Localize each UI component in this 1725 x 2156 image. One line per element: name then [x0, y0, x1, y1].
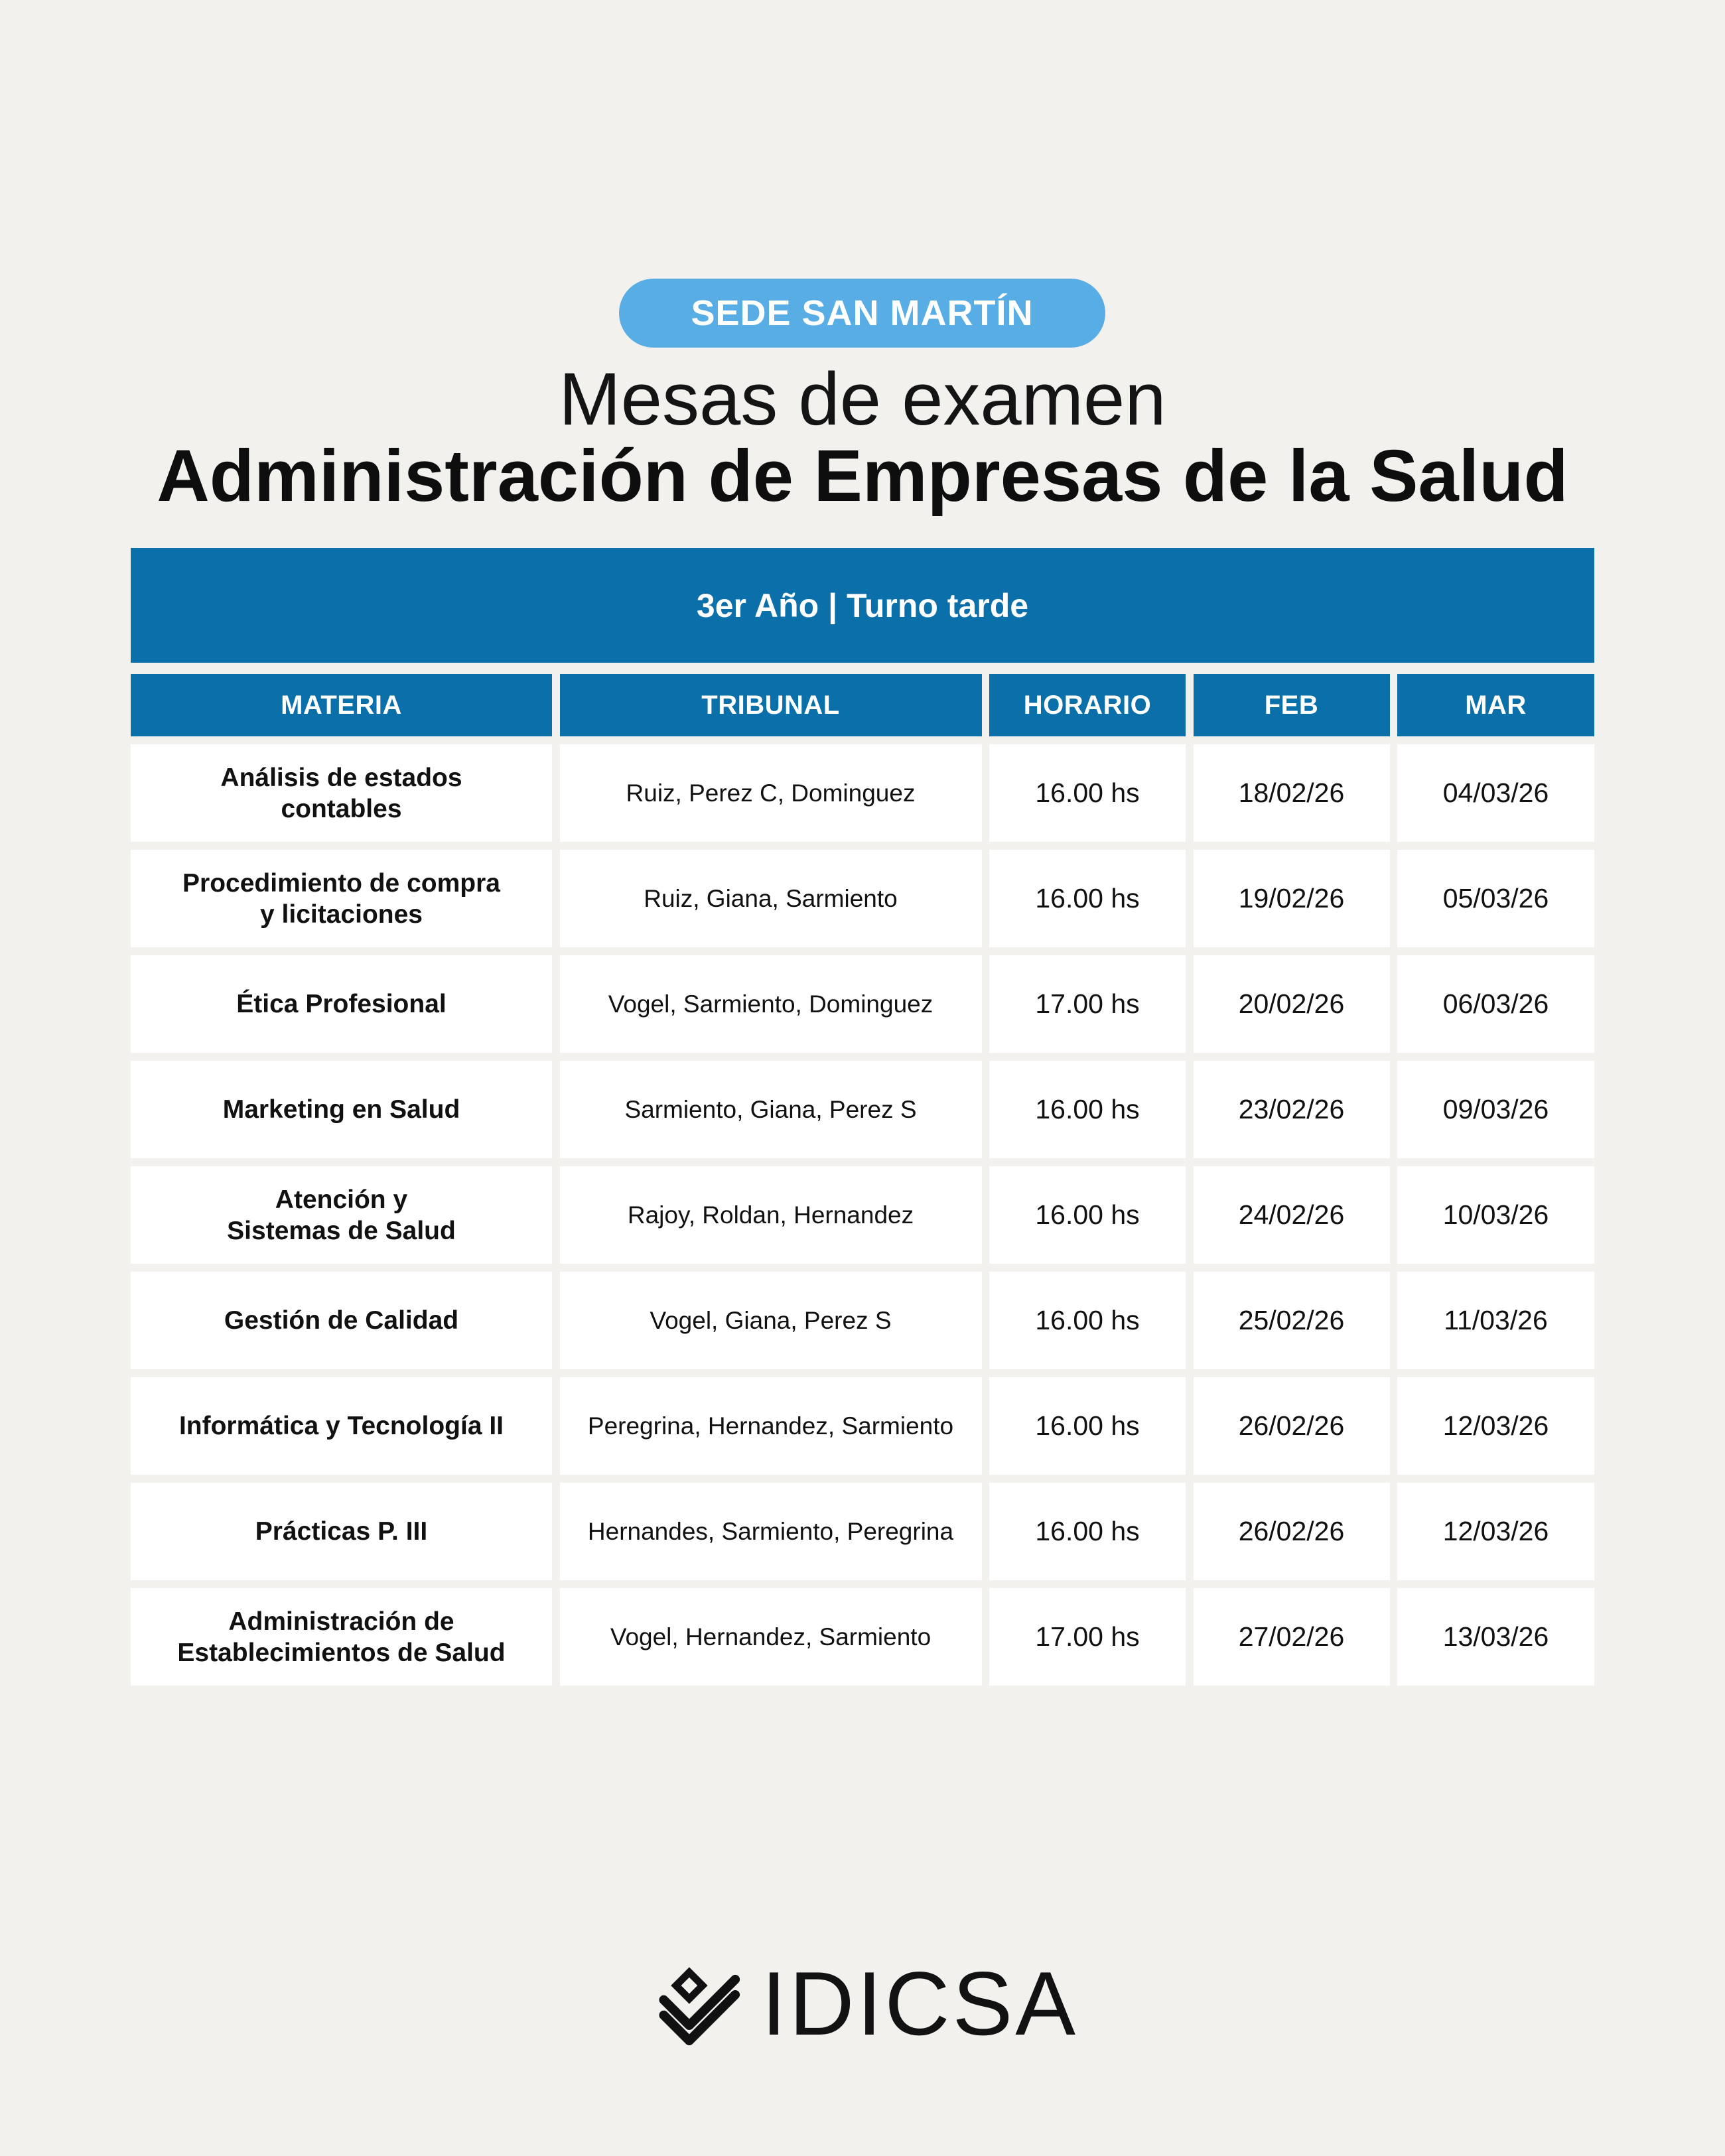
table-section-header: 3er Año | Turno tarde — [131, 548, 1594, 663]
cell-horario: 16.00 hs — [989, 1483, 1186, 1580]
cell-materia: Gestión de Calidad — [131, 1272, 552, 1369]
logo-text: IDICSA — [761, 1953, 1078, 2054]
cell-feb: 26/02/26 — [1194, 1377, 1390, 1475]
cell-mar: 06/03/26 — [1397, 955, 1594, 1053]
cell-tribunal: Peregrina, Hernandez, Sarmiento — [560, 1377, 982, 1475]
cell-mar: 12/03/26 — [1397, 1483, 1594, 1580]
exam-table — [131, 674, 1594, 1686]
column-header-mar: MAR — [1397, 674, 1594, 736]
cell-tribunal: Vogel, Hernandez, Sarmiento — [560, 1588, 982, 1686]
cell-feb: 24/02/26 — [1194, 1166, 1390, 1264]
cell-horario: 16.00 hs — [989, 850, 1186, 947]
page-subtitle: Mesas de examen — [559, 358, 1166, 440]
cell-materia: Análisis de estados contables — [131, 744, 552, 842]
cell-mar: 13/03/26 — [1397, 1588, 1594, 1686]
cell-feb: 25/02/26 — [1194, 1272, 1390, 1369]
cell-feb: 19/02/26 — [1194, 850, 1390, 947]
cell-horario: 16.00 hs — [989, 1272, 1186, 1369]
column-header-tribunal: TRIBUNAL — [560, 674, 982, 736]
cell-tribunal: Hernandes, Sarmiento, Peregrina — [560, 1483, 982, 1580]
cell-materia: Marketing en Salud — [131, 1061, 552, 1158]
cell-feb: 27/02/26 — [1194, 1588, 1390, 1686]
cell-tribunal: Ruiz, Perez C, Dominguez — [560, 744, 982, 842]
campus-badge: SEDE SAN MARTÍN — [619, 279, 1105, 348]
idicsa-logo — [654, 1947, 1078, 2060]
cell-tribunal: Ruiz, Giana, Sarmiento — [560, 850, 982, 947]
cell-feb: 26/02/26 — [1194, 1483, 1390, 1580]
column-header-feb: FEB — [1194, 674, 1390, 736]
cell-horario: 17.00 hs — [989, 1588, 1186, 1686]
cell-mar: 12/03/26 — [1397, 1377, 1594, 1475]
cell-materia: Prácticas P. III — [131, 1483, 552, 1580]
cell-materia: Administración de Establecimientos de Salud — [131, 1588, 552, 1686]
cell-tribunal: Rajoy, Roldan, Hernandez — [560, 1166, 982, 1264]
cell-horario: 16.00 hs — [989, 1166, 1186, 1264]
cell-mar: 04/03/26 — [1397, 744, 1594, 842]
cell-materia: Procedimiento de compra y licitaciones — [131, 850, 552, 947]
cell-horario: 16.00 hs — [989, 744, 1186, 842]
cell-feb: 23/02/26 — [1194, 1061, 1390, 1158]
page-title: Administración de Empresas de la Salud — [157, 435, 1568, 517]
cell-horario: 16.00 hs — [989, 1061, 1186, 1158]
cell-horario: 17.00 hs — [989, 955, 1186, 1053]
cell-mar: 10/03/26 — [1397, 1166, 1594, 1264]
cell-horario: 16.00 hs — [989, 1377, 1186, 1475]
cell-tribunal: Sarmiento, Giana, Perez S — [560, 1061, 982, 1158]
cell-tribunal: Vogel, Giana, Perez S — [560, 1272, 982, 1369]
cell-mar: 11/03/26 — [1397, 1272, 1594, 1369]
cell-feb: 18/02/26 — [1194, 744, 1390, 842]
cell-feb: 20/02/26 — [1194, 955, 1390, 1053]
cell-mar: 05/03/26 — [1397, 850, 1594, 947]
column-header-materia: MATERIA — [131, 674, 552, 736]
column-header-horario: HORARIO — [989, 674, 1186, 736]
cell-tribunal: Vogel, Sarmiento, Dominguez — [560, 955, 982, 1053]
cell-materia: Ética Profesional — [131, 955, 552, 1053]
cell-mar: 09/03/26 — [1397, 1061, 1594, 1158]
cell-materia: Atención y Sistemas de Salud — [131, 1166, 552, 1264]
idicsa-logo-icon — [654, 1947, 746, 2060]
cell-materia: Informática y Tecnología II — [131, 1377, 552, 1475]
